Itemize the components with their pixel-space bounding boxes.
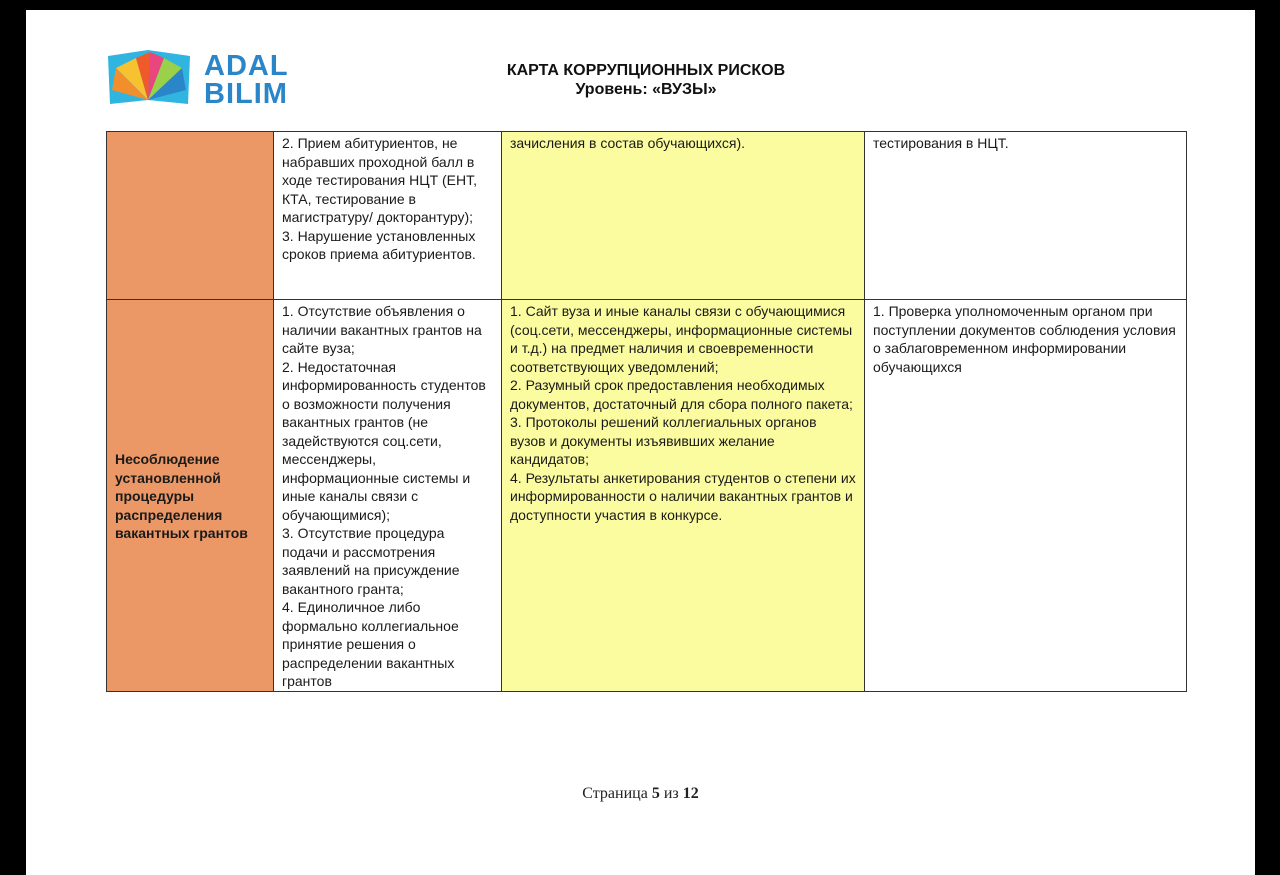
measure-item: зачисления в состав обучающихся).: [510, 135, 746, 151]
table-row: [107, 300, 1187, 692]
brand-name: [204, 52, 289, 108]
title-main: КАРТА КОРРУПЦИОННЫХ РИСКОВ: [506, 62, 786, 79]
control-cell: [865, 132, 1187, 300]
factor-item: 3. Нарушение установленных сроков приема абитуриентов.: [282, 227, 476, 262]
document-title: [466, 61, 826, 99]
factor-item: 2. Недостаточная информированность студентов о возможности получения вакантных грантов (не задействуются соц.сети, мессенджеры, информационные системы и иные каналы связи с обучающимися);: [282, 358, 486, 523]
factor-item: 4. Единоличное либо формально коллегиальное принятие решения о распределении вакантных грантов: [282, 599, 459, 689]
document-page: [26, 10, 1255, 875]
factor-item: 3. Отсутствие процедура подачи и рассмотрения заявлений на присуждение вакантного гранта;: [282, 525, 460, 597]
measures-cell: [502, 300, 865, 692]
measure-item: 2. Разумный срок предоставления необходимых документов, достаточный для сбора полного пакета;: [510, 377, 853, 412]
page-number: [26, 785, 1255, 803]
measure-item: 4. Результаты анкетирования студентов о степени их информированности о наличии вакантных грантов и доступности участия в конкурсе.: [510, 469, 856, 523]
factor-item: 1. Отсутствие объявления о наличии вакантных грантов на сайте вуза;: [282, 303, 482, 356]
corruption-risk-table: [106, 131, 1187, 692]
control-cell: [865, 300, 1187, 692]
control-item: тестирования в НЦТ.: [873, 135, 1009, 151]
brand-line-1: ADAL: [204, 50, 289, 82]
measure-item: 3. Протоколы решений коллегиальных органов вузов и документы изъявивших желание кандидатов;: [510, 414, 817, 467]
title-level: Уровень: «ВУЗЫ»: [575, 81, 717, 98]
table-row: [107, 132, 1187, 300]
risk-cell: Несоблюдение установленной процедуры распределения вакантных грантов: [107, 300, 274, 692]
risk-cell: [107, 132, 274, 300]
measures-cell: [502, 132, 865, 300]
open-book-logo-icon: [106, 50, 192, 108]
brand-line-2: BILIM: [204, 78, 288, 110]
page-separator: из: [663, 785, 679, 802]
page-total: 12: [682, 785, 699, 802]
page-prefix: Страница: [582, 785, 648, 802]
adal-bilim-logo: [106, 50, 306, 112]
factors-cell: [274, 132, 502, 300]
measure-item: 1. Сайт вуза и иные каналы связи с обучающимися (соц.сети, мессенджеры, информационные системы и т.д.) на предмет наличия и своевременности соответствующих уведомлений;: [510, 303, 853, 375]
page-current: 5: [651, 785, 660, 802]
control-item: 1. Проверка уполномоченным органом при поступлении документов соблюдения условия о заблаговременном информировании обучающихся: [873, 303, 1176, 375]
factor-item: 2. Прием абитуриентов, не набравших проходной балл в ходе тестирования НЦТ (ЕНТ, КТА, тестирование в магистратуру/ докторантуру);: [282, 135, 478, 225]
factors-cell: [274, 300, 502, 692]
